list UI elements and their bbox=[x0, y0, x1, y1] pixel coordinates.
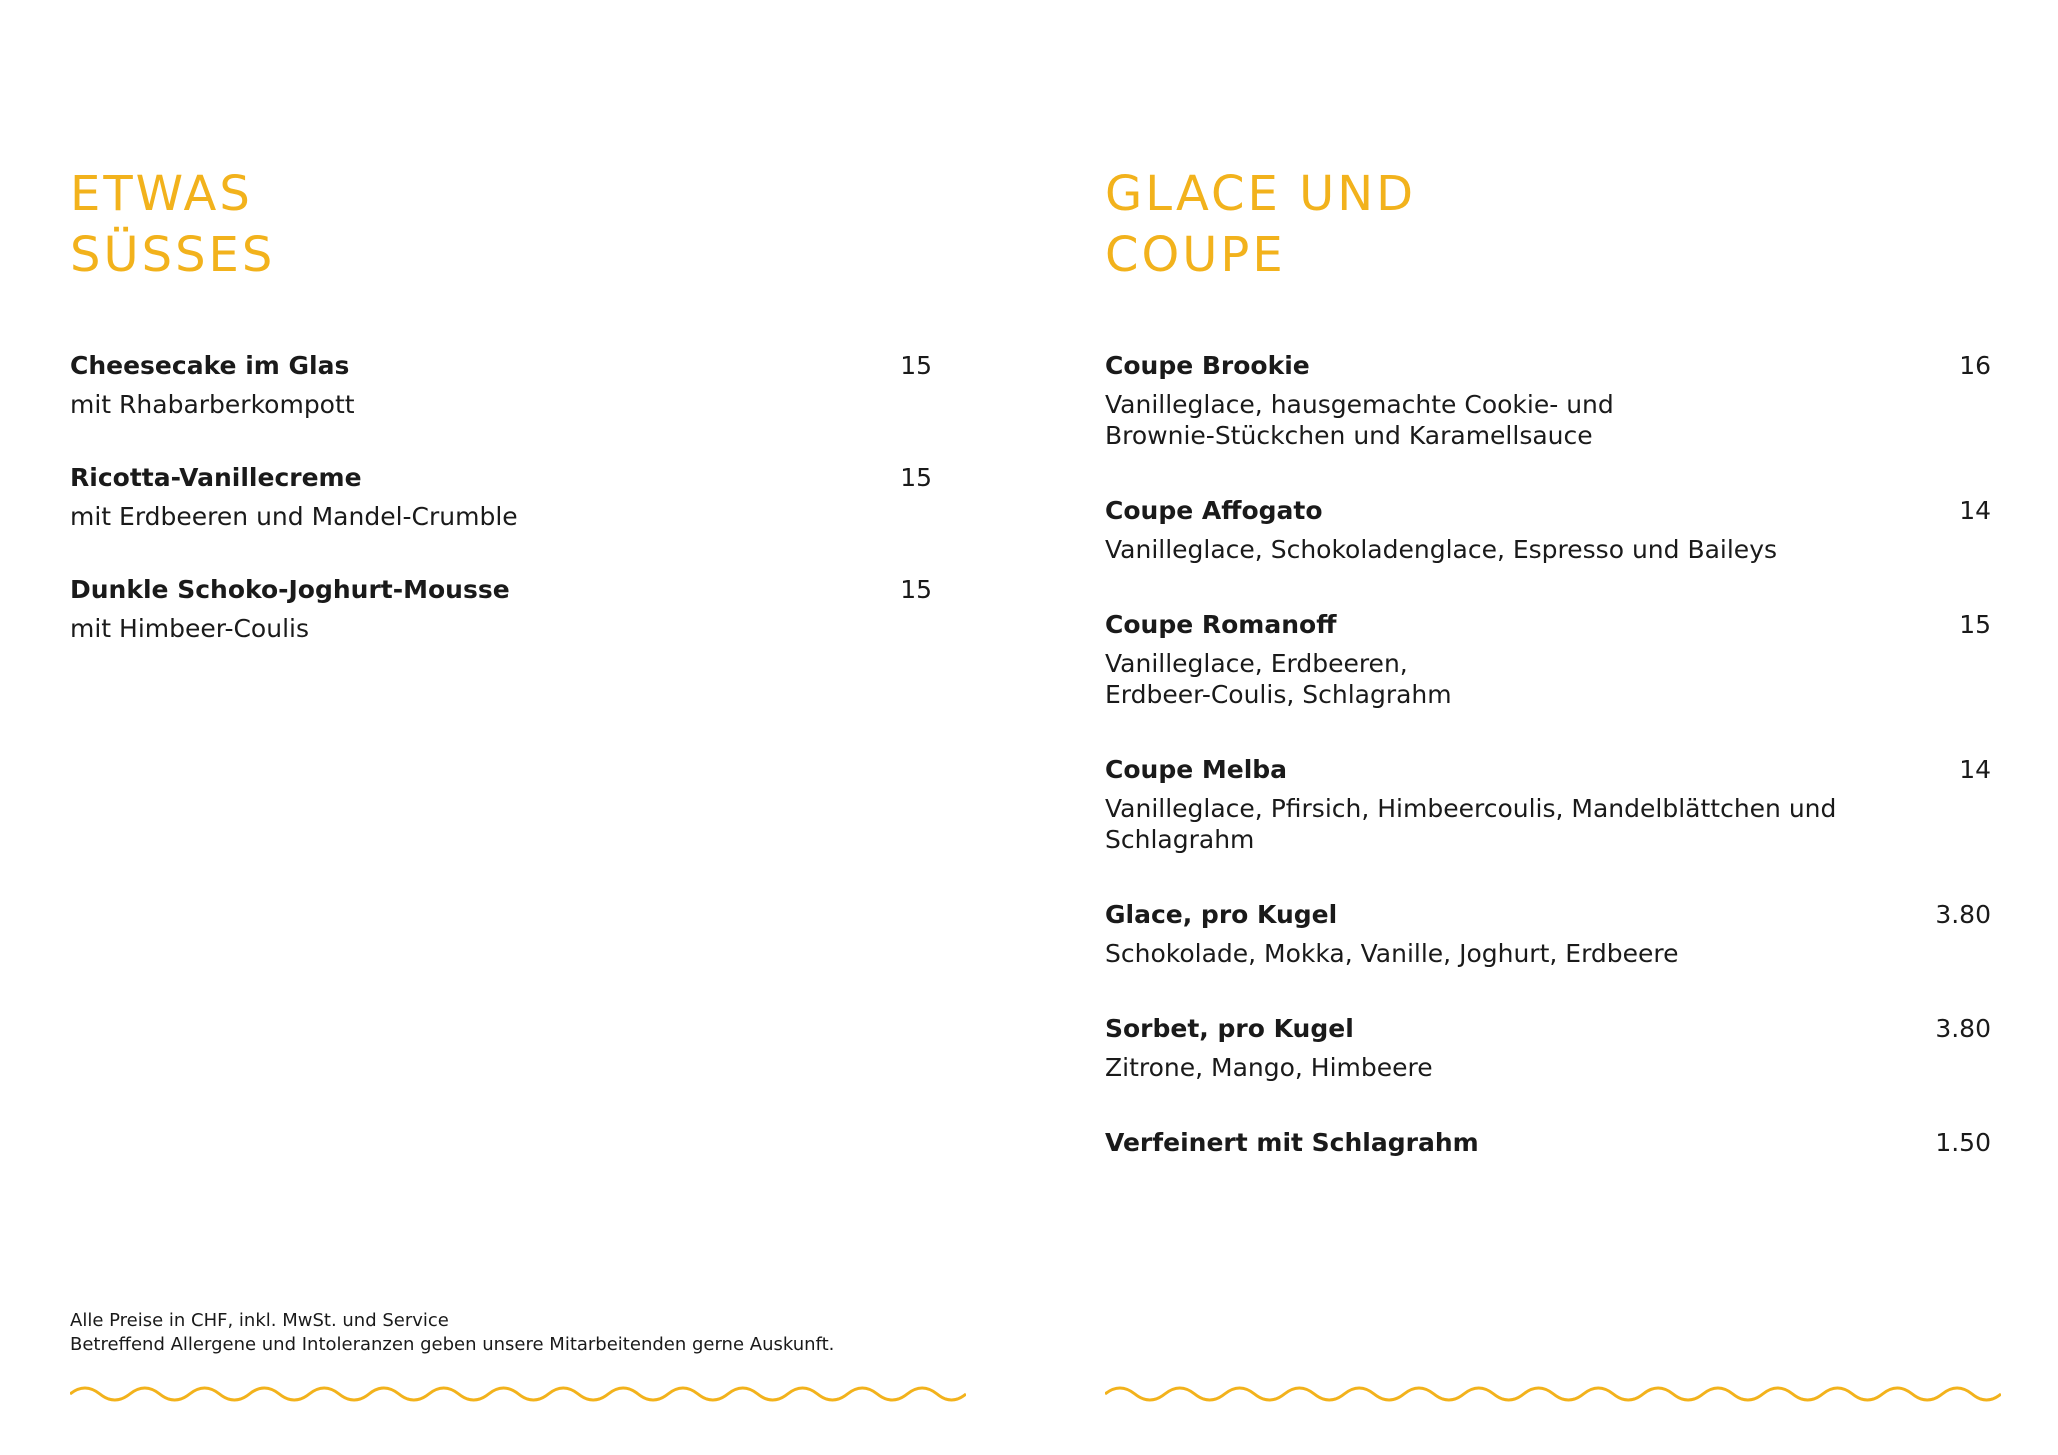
item-price: 16 bbox=[1959, 351, 1991, 380]
item-name: Cheesecake im Glas bbox=[70, 351, 350, 380]
item-name: Coupe Affogato bbox=[1105, 496, 1323, 525]
item-description-line: Vanilleglace, Schokoladenglace, Espresso und Baileys bbox=[1105, 535, 1778, 564]
item-price: 14 bbox=[1959, 496, 1991, 525]
item-description-line: mit Rhabarberkompott bbox=[70, 390, 355, 419]
item-description-line: Brownie-Stückchen und Karamellsauce bbox=[1105, 421, 1593, 450]
item-description bbox=[1105, 1052, 1991, 1083]
item-price: 15 bbox=[900, 351, 932, 380]
item-description bbox=[1105, 389, 1991, 451]
price-footnote bbox=[70, 1309, 834, 1357]
item-description-line: Schlagrahm bbox=[1105, 825, 1255, 854]
section-title-line: ETWAS bbox=[70, 166, 253, 222]
menu-item bbox=[70, 572, 932, 644]
section-title bbox=[70, 164, 275, 286]
menu-item bbox=[70, 348, 932, 420]
item-description bbox=[1105, 534, 1991, 565]
footnote-line: Alle Preise in CHF, inkl. MwSt. und Service bbox=[70, 1310, 449, 1331]
item-description-line: mit Himbeer-Coulis bbox=[70, 614, 309, 643]
menu-item bbox=[1105, 1125, 1991, 1161]
item-price: 15 bbox=[900, 575, 932, 604]
item-name: Ricotta-Vanillecreme bbox=[70, 463, 362, 492]
item-name: Coupe Brookie bbox=[1105, 351, 1310, 380]
footnote-line: Betreffend Allergene und Intoleranzen geben unsere Mitarbeitenden gerne Auskunft. bbox=[70, 1334, 835, 1355]
item-description bbox=[1105, 938, 1991, 969]
item-description-line: Vanilleglace, Erdbeeren, bbox=[1105, 649, 1408, 678]
menu-list bbox=[70, 348, 932, 684]
item-description-line: Vanilleglace, hausgemachte Cookie- und bbox=[1105, 390, 1614, 419]
section-title bbox=[1105, 164, 1416, 286]
section-title-line: GLACE UND bbox=[1105, 166, 1417, 222]
item-description bbox=[70, 389, 932, 420]
menu-item bbox=[1105, 607, 1991, 710]
wavy-line-icon bbox=[1105, 1382, 2001, 1406]
menu-item bbox=[1105, 1011, 1991, 1083]
item-price: 14 bbox=[1959, 755, 1991, 784]
item-price: 3.80 bbox=[1935, 1014, 1991, 1043]
item-description-line: Schokolade, Mokka, Vanille, Joghurt, Erdbeere bbox=[1105, 939, 1679, 968]
item-description-line: mit Erdbeeren und Mandel-Crumble bbox=[70, 502, 518, 531]
item-price: 1.50 bbox=[1935, 1128, 1991, 1157]
menu-item bbox=[1105, 897, 1991, 969]
item-description bbox=[1105, 648, 1991, 710]
item-name: Verfeinert mit Schlagrahm bbox=[1105, 1128, 1479, 1157]
item-name: Coupe Romanoff bbox=[1105, 610, 1337, 639]
item-description-line: Vanilleglace, Pfirsich, Himbeercoulis, Mandelblättchen und bbox=[1105, 794, 1837, 823]
item-description-line: Erdbeer-Coulis, Schlagrahm bbox=[1105, 680, 1452, 709]
menu-item bbox=[1105, 493, 1991, 565]
item-description-line: Zitrone, Mango, Himbeere bbox=[1105, 1053, 1433, 1082]
item-description bbox=[1105, 793, 1991, 855]
wavy-line-icon bbox=[70, 1382, 966, 1406]
section-title-line: COUPE bbox=[1105, 227, 1286, 283]
item-name: Coupe Melba bbox=[1105, 755, 1288, 784]
item-description bbox=[70, 613, 932, 644]
item-name: Dunkle Schoko-Joghurt-Mousse bbox=[70, 575, 510, 604]
menu-item bbox=[1105, 348, 1991, 451]
item-price: 15 bbox=[900, 463, 932, 492]
item-price: 3.80 bbox=[1935, 900, 1991, 929]
item-price: 15 bbox=[1959, 610, 1991, 639]
section-title-line: SÜSSES bbox=[70, 227, 276, 283]
menu-item bbox=[1105, 752, 1991, 855]
menu-item bbox=[70, 460, 932, 532]
item-name: Glace, pro Kugel bbox=[1105, 900, 1338, 929]
item-description bbox=[70, 501, 932, 532]
item-name: Sorbet, pro Kugel bbox=[1105, 1014, 1354, 1043]
menu-list bbox=[1105, 348, 1991, 1203]
